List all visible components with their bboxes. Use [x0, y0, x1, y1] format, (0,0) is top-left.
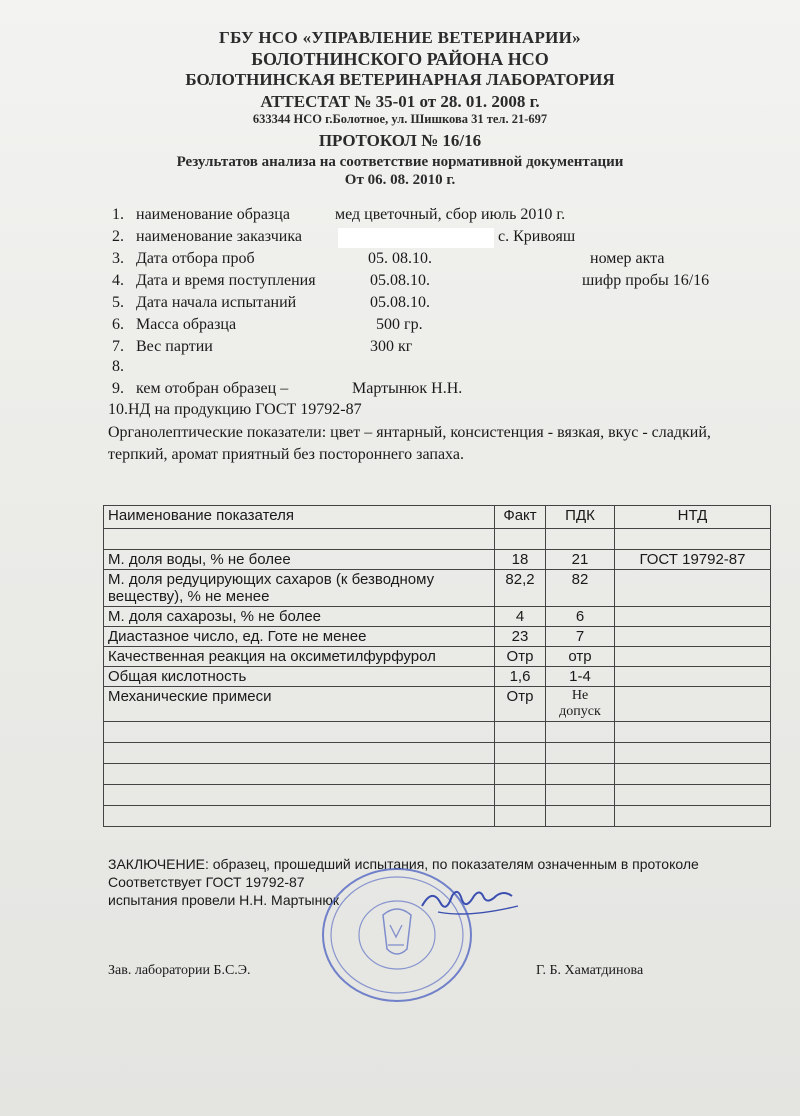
row-ntd — [615, 687, 771, 722]
field-row: 3. Дата отбора проб — [112, 250, 255, 267]
field-value: 05.08.10. — [370, 272, 430, 289]
row-name: М. доля воды, % не более — [104, 550, 495, 570]
handwritten-signature-icon — [418, 882, 528, 922]
table-row — [104, 627, 771, 647]
org-name: ГБУ НСО «УПРАВЛЕНИЕ ВЕТЕРИНАРИИ» — [219, 28, 581, 47]
organoleptic-text: Органолептические показатели: цвет – янтарный, консистенция - вязкая, вкус - сладкий, терпкий, аромат приятный без постороннего запаха. — [108, 424, 711, 463]
row-fact: 23 — [495, 627, 546, 647]
field-value: 05.08.10. — [370, 294, 430, 311]
protocol-date: От 06. 08. 2010 г. — [344, 172, 456, 188]
row-ntd — [615, 667, 771, 687]
field-label: Дата и время поступления — [136, 272, 316, 289]
field-value: Мартынюк Н.Н. — [352, 380, 463, 397]
row-fact: 82,2 — [495, 570, 546, 607]
row-fact: Отр — [495, 687, 546, 722]
row-pdk: 6 — [546, 607, 615, 627]
row-fact: 18 — [495, 550, 546, 570]
row-name: Общая кислотность — [104, 667, 495, 687]
field-row: 6. Масса образца — [112, 316, 237, 333]
field-row: 5. Дата начала испытаний — [112, 294, 297, 311]
head-of-lab-label: Зав. лаборатории Б.С.Э. — [108, 963, 251, 978]
table-empty-row — [104, 764, 771, 785]
table-row — [104, 607, 771, 627]
field-label: Масса образца — [136, 316, 237, 333]
header-ntd: НТД — [615, 506, 771, 529]
table-row — [104, 550, 771, 570]
table-header-row — [104, 506, 771, 529]
row-pdk: Не допуск — [546, 687, 615, 722]
field-value: мед цветочный, сбор июль 2010 г. — [335, 206, 566, 223]
field-extra: шифр пробы 16/16 — [582, 272, 710, 289]
attestat-line: АТТЕСТАТ № 35-01 от 28. 01. 2008 г. — [260, 92, 540, 111]
field-label: Вес партии — [136, 338, 213, 355]
conclusion-line: ЗАКЛЮЧЕНИЕ: образец, прошедший испытания, по показателям означенным в протоколе — [108, 856, 699, 872]
row-name: Качественная реакция на оксиметилфурфурол — [104, 647, 495, 667]
row-ntd — [615, 570, 771, 607]
lab-name: БОЛОТНИНСКАЯ ВЕТЕРИНАРНАЯ ЛАБОРАТОРИЯ — [185, 70, 615, 89]
row-ntd — [615, 627, 771, 647]
row-ntd: ГОСТ 19792-87 — [615, 550, 771, 570]
table-row — [104, 687, 771, 722]
field-label: Дата начала испытаний — [136, 294, 297, 311]
row-pdk: 7 — [546, 627, 615, 647]
row-fact: 4 — [495, 607, 546, 627]
signer-name: Г. Б. Хаматдинова — [536, 963, 644, 978]
field-value: 05. 08.10. — [368, 250, 432, 267]
district-name: БОЛОТНИНСКОГО РАЙОНА НСО — [251, 49, 549, 69]
nd-line: 10.НД на продукцию ГОСТ 19792-87 — [108, 401, 362, 418]
conclusion-line: Соответствует ГОСТ 19792-87 — [108, 874, 305, 890]
row-fact: 1,6 — [495, 667, 546, 687]
header-name: Наименование показателя — [104, 506, 495, 529]
row-name: М. доля сахарозы, % не более — [104, 607, 495, 627]
address-line: 633344 НСО г.Болотное, ул. Шишкова 31 тел. 21-697 — [252, 112, 548, 126]
conclusion-line: испытания провели Н.Н. Мартынюк — [108, 892, 339, 908]
row-pdk: 82 — [546, 570, 615, 607]
field-row: 7. Вес партии — [112, 338, 213, 355]
table-row — [104, 647, 771, 667]
field-label: Дата отбора проб — [136, 250, 255, 267]
result-title: Результатов анализа на соответствие нормативной документации — [176, 154, 624, 170]
row-name: Механические примеси — [104, 687, 495, 722]
field-value: 300 кг — [370, 338, 413, 355]
field-value: 500 гр. — [376, 316, 423, 333]
table-row — [104, 570, 771, 607]
protocol-title: ПРОТОКОЛ № 16/16 — [318, 131, 482, 150]
header-pdk: ПДК — [546, 506, 615, 529]
row-name: М. доля редуцирующих сахаров (к безводному веществу), % не менее — [104, 570, 495, 607]
row-fact: Отр — [495, 647, 546, 667]
field-row: 9. кем отобран образец – — [112, 380, 289, 397]
field-extra: номер акта — [590, 250, 665, 267]
field-row: 8. — [112, 358, 124, 375]
field-label: наименование заказчика — [136, 228, 302, 245]
field-label: наименование образца — [136, 206, 290, 223]
header-fact: Факт — [495, 506, 546, 529]
redaction-box — [338, 228, 494, 248]
results-table — [103, 505, 771, 827]
table-empty-row — [104, 785, 771, 806]
field-label: кем отобран образец – — [136, 380, 289, 397]
row-name: Диастазное число, ед. Готе не менее — [104, 627, 495, 647]
field-row: 1. наименование образца — [112, 206, 290, 223]
row-ntd — [615, 647, 771, 667]
row-pdk: 1-4 — [546, 667, 615, 687]
table-empty-row — [104, 806, 771, 827]
row-pdk: 21 — [546, 550, 615, 570]
field-value: с. Кривояш — [498, 228, 576, 245]
row-pdk: отр — [546, 647, 615, 667]
table-empty-row — [104, 743, 771, 764]
field-row: 4. Дата и время поступления — [112, 272, 316, 289]
table-spacer-row — [104, 529, 771, 550]
field-row: 2. наименование заказчика — [112, 228, 302, 245]
row-ntd — [615, 607, 771, 627]
table-row — [104, 667, 771, 687]
table-empty-row — [104, 722, 771, 743]
